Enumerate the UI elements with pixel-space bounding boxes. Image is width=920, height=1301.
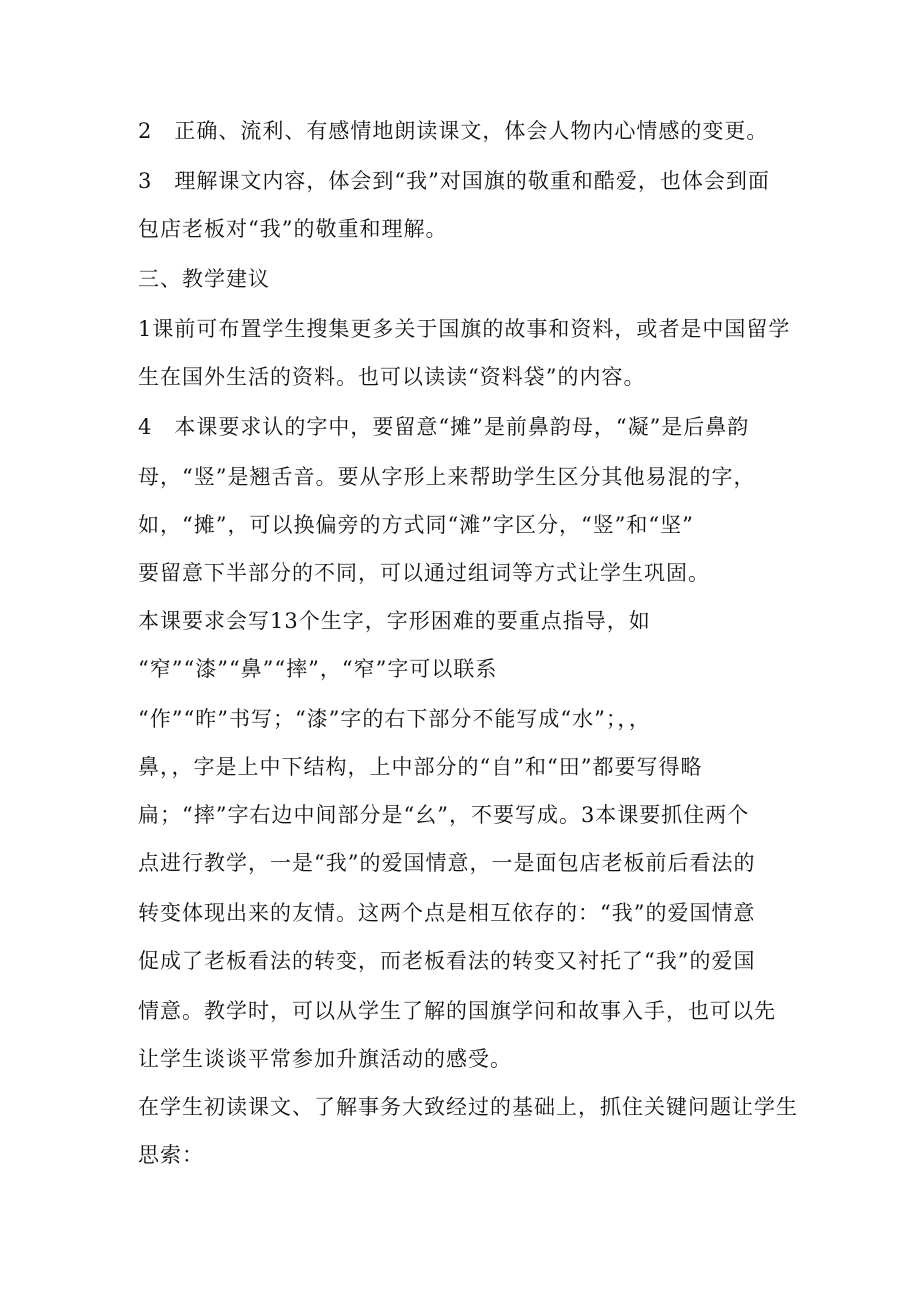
text-line: 扁；“摔”字右边中间部分是“幺”，不要写成。3本课要抓住两个 [138, 803, 750, 827]
text-line: 鼻，，字是上中下结构，上中部分的“自”和“田”都要写得略 [138, 755, 703, 779]
text-line: 包店老板对“我”的敬重和理解。 [138, 217, 448, 241]
text-line: “窄”“漆”“鼻”“摔”，“窄”字可以联系 [138, 657, 498, 681]
text-line: 思索： [138, 1143, 204, 1167]
text-line: 要留意下半部分的不同，可以通过组词等方式让学生巩固。 [138, 561, 710, 585]
text-line: 2 正确、流利、有感情地朗读课文，体会人物内心情感的变更。 [138, 119, 769, 143]
text-line: 1课前可布置学生搜集更多关于国旗的故事和资料，或者是中国留学 [138, 317, 791, 341]
text-line: 本课要求会写13个生字，字形困难的要重点指导，如 [138, 609, 651, 633]
text-line: 让学生谈谈平常参加升旗活动的感受。 [138, 1047, 512, 1071]
text-line: 4 本课要求认的字中，要留意“摊”是前鼻韵母，“凝”是后鼻韵 [138, 415, 750, 439]
text-line: 如，“摊”，可以换偏旁的方式同“滩”字区分，“竖”和“坚” [138, 513, 694, 537]
text-line: 转变体现出来的友情。这两个点是相互依存的：“我”的爱国情意 [138, 901, 756, 925]
text-line: 情意。教学时，可以从学生了解的国旗学问和故事入手，也可以先 [138, 999, 776, 1023]
text-line: 生在国外生活的资料。也可以读读“资料袋”的内容。 [138, 365, 646, 389]
text-line: “作”“昨”书写；“漆”字的右下部分不能写成“水”；，， [138, 707, 651, 731]
section-heading: 三、教学建议 [138, 267, 270, 291]
text-line: 3 理解课文内容，体会到“我”对国旗的敬重和酷爱，也体会到面 [138, 169, 770, 193]
text-line: 母，“竖”是翘舌音。要从字形上来帮助学生区分其他易混的字， [138, 465, 756, 489]
text-line: 点进行教学，一是“我”的爱国情意，一是面包店老板前后看法的 [138, 851, 756, 875]
text-line: 促成了老板看法的转变，而老板看法的转变又衬托了“我”的爱国 [138, 949, 756, 973]
text-line: 在学生初读课文、了解事务大致经过的基础上，抓住关键问题让学生 [138, 1095, 798, 1119]
